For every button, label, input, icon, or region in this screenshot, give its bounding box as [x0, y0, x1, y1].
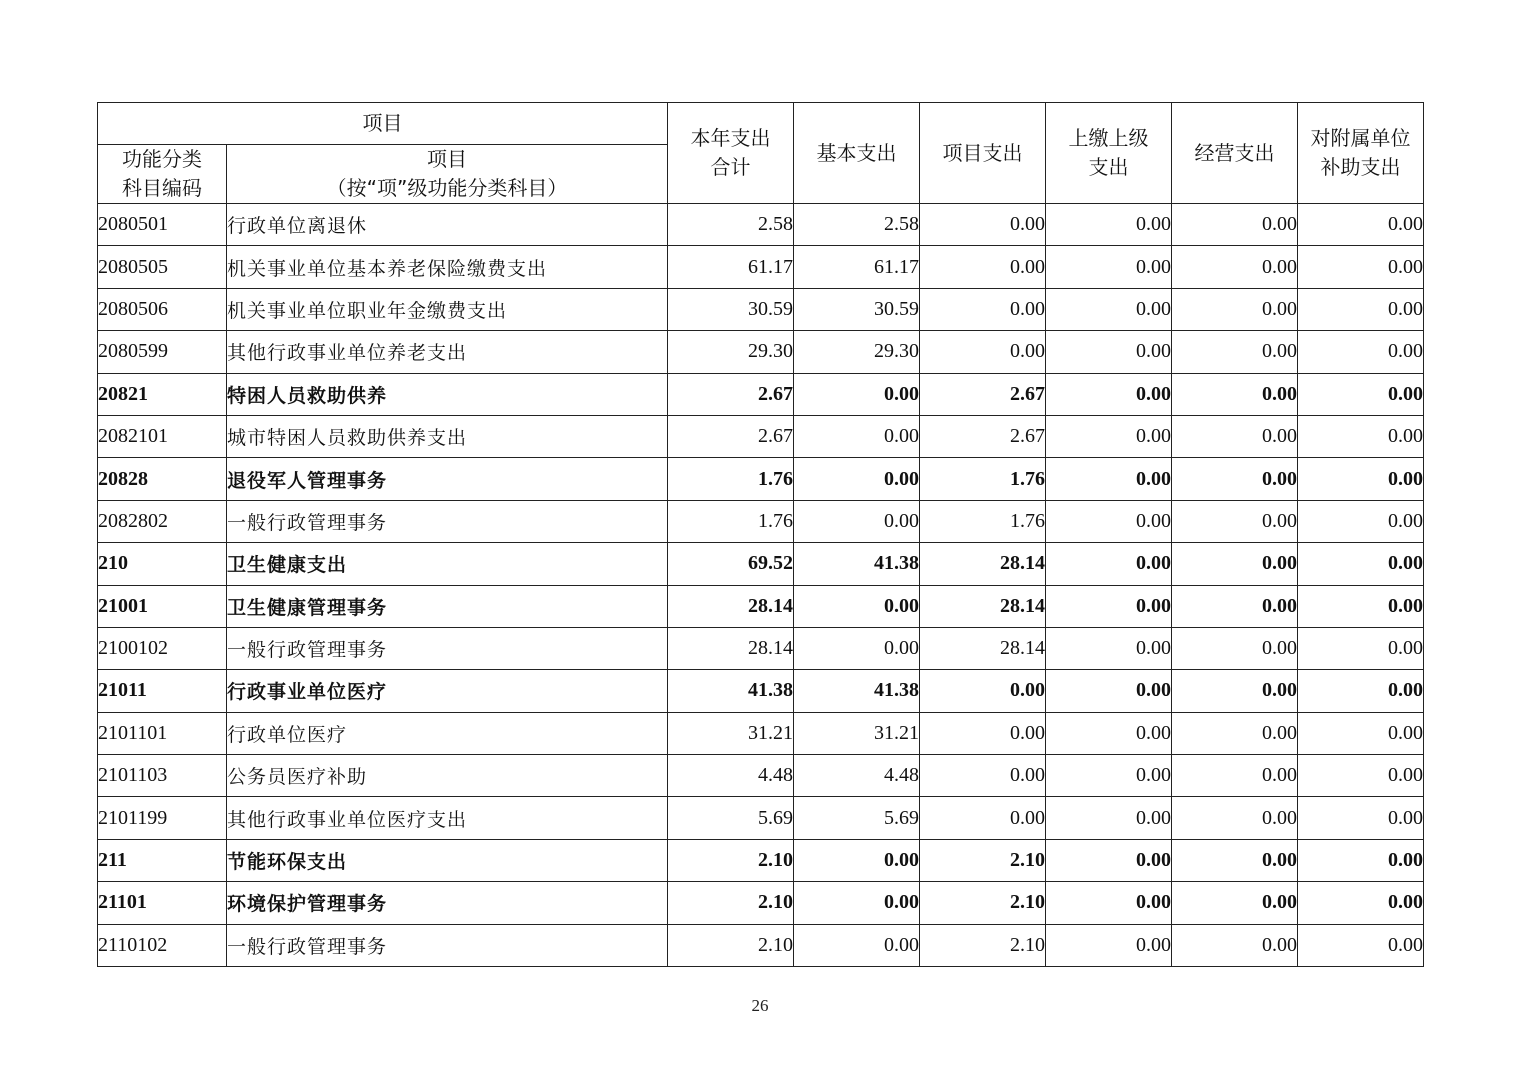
- cell-name: 行政事业单位医疗: [227, 670, 668, 712]
- cell-total: 30.59: [668, 288, 794, 330]
- cell-name: 节能环保支出: [227, 839, 668, 881]
- cell-subsidy: 0.00: [1298, 797, 1424, 839]
- table-row: [98, 924, 1424, 966]
- table-row: [98, 288, 1424, 330]
- header-basic: 基本支出: [794, 103, 920, 204]
- cell-total: 29.30: [668, 331, 794, 373]
- cell-subsidy: 0.00: [1298, 500, 1424, 542]
- cell-basic: 0.00: [794, 924, 920, 966]
- cell-code: 2100102: [98, 627, 227, 669]
- cell-total: 1.76: [668, 458, 794, 500]
- cell-basic: 2.58: [794, 204, 920, 246]
- cell-code: 2082802: [98, 500, 227, 542]
- cell-code: 2080506: [98, 288, 227, 330]
- cell-code: 2101103: [98, 755, 227, 797]
- cell-project: 2.67: [920, 373, 1046, 415]
- cell-code: 2101101: [98, 712, 227, 754]
- cell-project: 0.00: [920, 246, 1046, 288]
- table-row: [98, 246, 1424, 288]
- cell-operate: 0.00: [1172, 246, 1298, 288]
- cell-subsidy: 0.00: [1298, 288, 1424, 330]
- cell-project: 0.00: [920, 288, 1046, 330]
- cell-operate: 0.00: [1172, 331, 1298, 373]
- cell-name: 其他行政事业单位医疗支出: [227, 797, 668, 839]
- cell-subsidy: 0.00: [1298, 331, 1424, 373]
- table-body: [98, 204, 1424, 967]
- cell-total: 61.17: [668, 246, 794, 288]
- table-row: [98, 415, 1424, 457]
- cell-subsidy: 0.00: [1298, 204, 1424, 246]
- cell-code: 2080501: [98, 204, 227, 246]
- cell-basic: 41.38: [794, 543, 920, 585]
- cell-operate: 0.00: [1172, 712, 1298, 754]
- cell-basic: 41.38: [794, 670, 920, 712]
- cell-basic: 31.21: [794, 712, 920, 754]
- table-row: [98, 500, 1424, 542]
- cell-project: 1.76: [920, 458, 1046, 500]
- cell-total: 69.52: [668, 543, 794, 585]
- cell-project: 0.00: [920, 670, 1046, 712]
- table-row: [98, 373, 1424, 415]
- cell-operate: 0.00: [1172, 627, 1298, 669]
- header-total: 本年支出 合计: [668, 103, 794, 204]
- cell-total: 28.14: [668, 627, 794, 669]
- cell-remit: 0.00: [1046, 797, 1172, 839]
- cell-name: 其他行政事业单位养老支出: [227, 331, 668, 373]
- cell-remit: 0.00: [1046, 924, 1172, 966]
- cell-name: 退役军人管理事务: [227, 458, 668, 500]
- cell-remit: 0.00: [1046, 670, 1172, 712]
- cell-name: 城市特困人员救助供养支出: [227, 415, 668, 457]
- cell-basic: 5.69: [794, 797, 920, 839]
- cell-remit: 0.00: [1046, 755, 1172, 797]
- cell-remit: 0.00: [1046, 288, 1172, 330]
- cell-basic: 61.17: [794, 246, 920, 288]
- cell-total: 2.67: [668, 373, 794, 415]
- cell-total: 5.69: [668, 797, 794, 839]
- cell-name: 行政单位医疗: [227, 712, 668, 754]
- cell-operate: 0.00: [1172, 458, 1298, 500]
- cell-code: 2101199: [98, 797, 227, 839]
- cell-subsidy: 0.00: [1298, 585, 1424, 627]
- cell-subsidy: 0.00: [1298, 839, 1424, 881]
- cell-basic: 0.00: [794, 500, 920, 542]
- cell-remit: 0.00: [1046, 331, 1172, 373]
- cell-project: 2.10: [920, 924, 1046, 966]
- cell-remit: 0.00: [1046, 839, 1172, 881]
- cell-project: 28.14: [920, 627, 1046, 669]
- cell-project: 28.14: [920, 585, 1046, 627]
- table-row: [98, 204, 1424, 246]
- cell-project: 2.10: [920, 839, 1046, 881]
- cell-code: 21101: [98, 882, 227, 924]
- cell-name: 行政单位离退休: [227, 204, 668, 246]
- page-number: 26: [751, 996, 769, 1015]
- cell-operate: 0.00: [1172, 373, 1298, 415]
- cell-remit: 0.00: [1046, 415, 1172, 457]
- cell-operate: 0.00: [1172, 839, 1298, 881]
- cell-basic: 0.00: [794, 415, 920, 457]
- cell-project: 2.10: [920, 882, 1046, 924]
- cell-code: 20828: [98, 458, 227, 500]
- cell-basic: 0.00: [794, 627, 920, 669]
- cell-remit: 0.00: [1046, 458, 1172, 500]
- header-name: 项目 （按“项”级功能分类科目）: [227, 145, 668, 204]
- cell-subsidy: 0.00: [1298, 458, 1424, 500]
- cell-project: 1.76: [920, 500, 1046, 542]
- cell-operate: 0.00: [1172, 543, 1298, 585]
- cell-name: 环境保护管理事务: [227, 882, 668, 924]
- header-project: 项目支出: [920, 103, 1046, 204]
- cell-project: 0.00: [920, 712, 1046, 754]
- cell-subsidy: 0.00: [1298, 627, 1424, 669]
- table-header: [98, 103, 1424, 204]
- table-row: [98, 882, 1424, 924]
- cell-remit: 0.00: [1046, 373, 1172, 415]
- cell-code: 20821: [98, 373, 227, 415]
- cell-remit: 0.00: [1046, 585, 1172, 627]
- cell-basic: 29.30: [794, 331, 920, 373]
- cell-name: 一般行政管理事务: [227, 500, 668, 542]
- cell-remit: 0.00: [1046, 543, 1172, 585]
- cell-basic: 4.48: [794, 755, 920, 797]
- cell-name: 特困人员救助供养: [227, 373, 668, 415]
- expenditure-table: [97, 102, 1424, 967]
- cell-operate: 0.00: [1172, 288, 1298, 330]
- cell-subsidy: 0.00: [1298, 246, 1424, 288]
- cell-total: 2.67: [668, 415, 794, 457]
- cell-operate: 0.00: [1172, 585, 1298, 627]
- cell-operate: 0.00: [1172, 755, 1298, 797]
- cell-project: 0.00: [920, 331, 1046, 373]
- cell-total: 2.10: [668, 839, 794, 881]
- header-item-group: 项目: [98, 103, 668, 145]
- cell-remit: 0.00: [1046, 627, 1172, 669]
- cell-basic: 30.59: [794, 288, 920, 330]
- header-operate: 经营支出: [1172, 103, 1298, 204]
- cell-basic: 0.00: [794, 373, 920, 415]
- cell-code: 210: [98, 543, 227, 585]
- cell-code: 2080599: [98, 331, 227, 373]
- cell-subsidy: 0.00: [1298, 712, 1424, 754]
- cell-project: 2.67: [920, 415, 1046, 457]
- table-row: [98, 712, 1424, 754]
- cell-subsidy: 0.00: [1298, 924, 1424, 966]
- cell-subsidy: 0.00: [1298, 543, 1424, 585]
- cell-remit: 0.00: [1046, 712, 1172, 754]
- cell-code: 2080505: [98, 246, 227, 288]
- cell-name: 一般行政管理事务: [227, 627, 668, 669]
- cell-code: 211: [98, 839, 227, 881]
- header-subsidy: 对附属单位 补助支出: [1298, 103, 1424, 204]
- cell-operate: 0.00: [1172, 797, 1298, 839]
- cell-remit: 0.00: [1046, 500, 1172, 542]
- cell-basic: 0.00: [794, 882, 920, 924]
- table-row: [98, 458, 1424, 500]
- cell-project: 28.14: [920, 543, 1046, 585]
- cell-code: 2110102: [98, 924, 227, 966]
- table-row: [98, 331, 1424, 373]
- cell-total: 2.58: [668, 204, 794, 246]
- cell-operate: 0.00: [1172, 204, 1298, 246]
- cell-remit: 0.00: [1046, 204, 1172, 246]
- cell-name: 公务员医疗补助: [227, 755, 668, 797]
- cell-subsidy: 0.00: [1298, 373, 1424, 415]
- cell-total: 2.10: [668, 924, 794, 966]
- cell-total: 4.48: [668, 755, 794, 797]
- cell-total: 31.21: [668, 712, 794, 754]
- cell-subsidy: 0.00: [1298, 882, 1424, 924]
- cell-name: 卫生健康支出: [227, 543, 668, 585]
- cell-name: 一般行政管理事务: [227, 924, 668, 966]
- cell-basic: 0.00: [794, 839, 920, 881]
- cell-operate: 0.00: [1172, 670, 1298, 712]
- table-row: [98, 627, 1424, 669]
- cell-remit: 0.00: [1046, 246, 1172, 288]
- table-row: [98, 670, 1424, 712]
- cell-basic: 0.00: [794, 458, 920, 500]
- table-row: [98, 839, 1424, 881]
- header-code: 功能分类 科目编码: [98, 145, 227, 204]
- cell-subsidy: 0.00: [1298, 755, 1424, 797]
- cell-name: 机关事业单位基本养老保险缴费支出: [227, 246, 668, 288]
- cell-code: 21001: [98, 585, 227, 627]
- cell-basic: 0.00: [794, 585, 920, 627]
- cell-code: 21011: [98, 670, 227, 712]
- header-remit: 上缴上级 支出: [1046, 103, 1172, 204]
- cell-operate: 0.00: [1172, 500, 1298, 542]
- cell-total: 1.76: [668, 500, 794, 542]
- cell-project: 0.00: [920, 755, 1046, 797]
- cell-subsidy: 0.00: [1298, 670, 1424, 712]
- cell-remit: 0.00: [1046, 882, 1172, 924]
- cell-operate: 0.00: [1172, 882, 1298, 924]
- cell-name: 机关事业单位职业年金缴费支出: [227, 288, 668, 330]
- cell-subsidy: 0.00: [1298, 415, 1424, 457]
- cell-operate: 0.00: [1172, 415, 1298, 457]
- table-row: [98, 543, 1424, 585]
- table-row: [98, 797, 1424, 839]
- cell-total: 2.10: [668, 882, 794, 924]
- cell-total: 28.14: [668, 585, 794, 627]
- cell-project: 0.00: [920, 797, 1046, 839]
- table-row: [98, 755, 1424, 797]
- cell-project: 0.00: [920, 204, 1046, 246]
- table-row: [98, 585, 1424, 627]
- cell-total: 41.38: [668, 670, 794, 712]
- cell-name: 卫生健康管理事务: [227, 585, 668, 627]
- cell-code: 2082101: [98, 415, 227, 457]
- cell-operate: 0.00: [1172, 924, 1298, 966]
